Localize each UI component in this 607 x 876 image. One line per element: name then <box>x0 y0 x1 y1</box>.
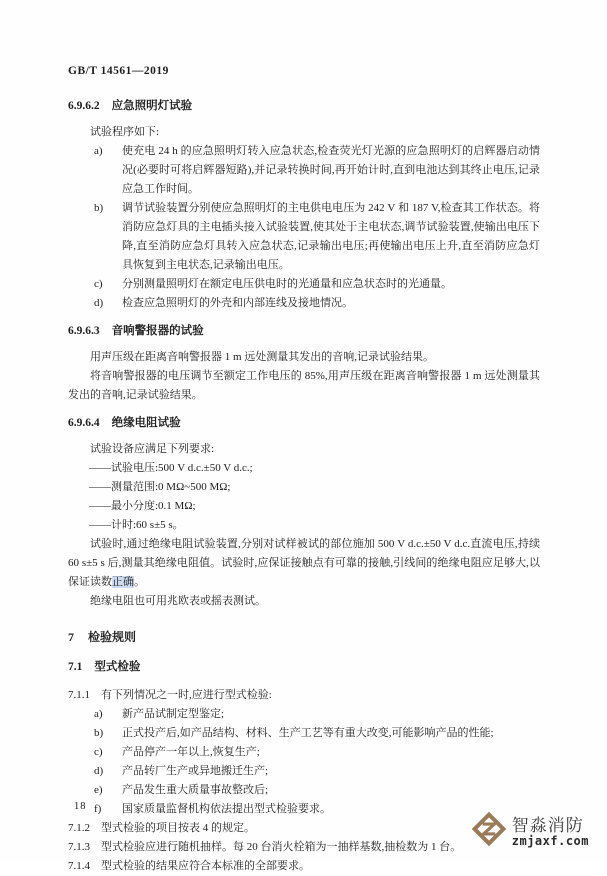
chapter-number: 7 <box>68 630 74 644</box>
list-item-label: f) <box>94 803 102 815</box>
list-item-text: 产品停产一年以上,恢复生产; <box>122 746 260 758</box>
list-item-label: c) <box>94 278 103 290</box>
brand-domain: zmjaxf.com <box>511 834 589 849</box>
clause-number: 7.1.2 <box>68 822 90 834</box>
clause-text: 有下列情况之一时,应进行型式检验: <box>101 689 272 701</box>
clause-text: 型式检验应进行随机抽样。每 20 台消火栓箱为一抽样基数,抽检数为 1 台。 <box>101 841 462 853</box>
section-title: 绝缘电阻试验 <box>111 417 181 429</box>
section-heading-6964 <box>68 414 540 433</box>
paragraph: 将音响警报器的电压调节至额定工作电压的 85%,用声压级在距离音响警报器 1 m 远处测量其发出的音响,记录试验结果。 <box>68 370 540 401</box>
clause-number: 7.1.3 <box>68 841 90 853</box>
list-item <box>68 762 540 781</box>
section-number: 6.9.6.2 <box>68 100 100 112</box>
list-item-text: 使充电 24 h 的应急照明灯转入应急状态,检查荧光灯光源的应急照明灯的启辉器启动情况(必要时可将启辉器短路),并记录转换时间,再开始计时,直到电池达到其终止电压,记录应急工作时间。 <box>122 145 540 195</box>
list-item-text: 正式投产后,如产品结构、材料、生产工艺等有重大改变,可能影响产品的性能; <box>122 727 494 739</box>
section-number: 7.1 <box>68 661 83 673</box>
insulation-test-paragraph <box>68 535 540 592</box>
clause-text: 型式检验的项目按表 4 的规定。 <box>101 822 255 834</box>
list-item <box>68 781 540 800</box>
page-number: 18 <box>74 801 87 812</box>
section-intro: 试验程序如下: <box>90 126 160 138</box>
list-item-label: b) <box>94 727 104 739</box>
list-item-text: 新产品试制定型鉴定; <box>122 708 225 720</box>
section-intro: 试验设备应满足下列要求: <box>90 443 215 455</box>
paragraph-text: 试验时,通过绝缘电阻试验装置,分别对试样被试的部位施加 500 V d.c.±50 V d.c.直流电压,持续 60 s±5 s 后,测量其绝缘电阻值。试验时,应保证接触点有可靠的接触,引线间的绝缘电阻应足够大,以保证读数 <box>68 538 540 588</box>
list-item <box>68 294 540 313</box>
list-item-text: 国家质量监督机构依法提出型式检验要求。 <box>122 803 331 815</box>
brand-text-block <box>512 817 589 849</box>
list-item <box>68 142 540 199</box>
clause-712 <box>68 819 540 838</box>
dash-item: ——测量范围:0 MΩ~500 MΩ; <box>89 481 231 493</box>
section-heading-6963 <box>68 322 540 341</box>
clause-714 <box>68 857 540 876</box>
paragraph: 用声压级在距离音响警报器 1 m 远处测量其发出的音响,记录试验结果。 <box>90 351 435 363</box>
section-title: 应急照明灯试验 <box>111 100 193 112</box>
watermark-brand <box>471 811 589 854</box>
brand-diamond-logo-icon <box>471 811 507 854</box>
list-item-label: e) <box>94 784 103 796</box>
list-item-label: b) <box>94 202 104 214</box>
section-number: 6.9.6.3 <box>68 325 100 337</box>
chapter-title: 检验规则 <box>88 630 137 644</box>
list-item-text: 检查应急照明灯的外壳和内部连线及接地情况。 <box>122 297 353 309</box>
section-heading-71 <box>68 658 540 677</box>
list-item <box>68 275 540 294</box>
chapter-heading-7 <box>68 628 540 647</box>
paragraph: 绝缘电阻也可用兆欧表或摇表测试。 <box>90 595 266 607</box>
section-number: 6.9.6.4 <box>68 417 100 429</box>
section-title: 型式检验 <box>94 661 141 673</box>
list-item-text: 产品发生重大质量事故整改后; <box>122 784 269 796</box>
list-item <box>68 199 540 275</box>
paragraph-text: 。 <box>134 576 145 588</box>
dash-item: ——最小分度:0.1 MΩ; <box>89 500 196 512</box>
standard-code: GB/T 14561—2019 <box>68 65 169 77</box>
list-item-text: 调节试验装置分别使应急照明灯的主电供电电压为 242 V 和 187 V,检查其工作状态。将消防应急灯具的主电插头接入试验装置,使其处于主电状态,调节试验装置,使输出电压下降,直至消防应急灯具转入应急状态,记录输出电压;再使输出电压上升,直至消防应急灯具恢复到主电状态,记录输出电压。 <box>122 202 540 271</box>
clause-number: 7.1.4 <box>68 860 90 872</box>
clause-number: 7.1.1 <box>68 689 90 701</box>
list-item-label: d) <box>94 297 104 309</box>
list-item <box>68 800 540 819</box>
brand-name: 智淼消防 <box>511 815 584 836</box>
section-title: 音响警报器的试验 <box>111 325 204 337</box>
clause-713 <box>68 838 540 857</box>
list-item-label: d) <box>94 765 104 777</box>
clause-711 <box>68 686 540 705</box>
list-item-text: 产品转厂生产或异地搬迁生产; <box>122 765 269 777</box>
list-item <box>68 743 540 762</box>
dash-item: ——计时:60 s±5 s。 <box>89 519 184 531</box>
clause-text: 型式检验的结果应符合本标准的全部要求。 <box>101 860 310 872</box>
list-item <box>68 705 540 724</box>
list-item-label: a) <box>94 708 103 720</box>
section-heading-6962 <box>68 97 540 116</box>
list-item <box>68 724 540 743</box>
list-item-label: a) <box>94 145 103 157</box>
dash-item: ——试验电压:500 V d.c.±50 V d.c.; <box>89 462 253 474</box>
list-item-label: c) <box>94 746 103 758</box>
highlighted-text: 正确 <box>112 576 134 588</box>
list-item-text: 分别测量照明灯在额定电压供电时的光通量和应急状态时的光通量。 <box>122 278 452 290</box>
